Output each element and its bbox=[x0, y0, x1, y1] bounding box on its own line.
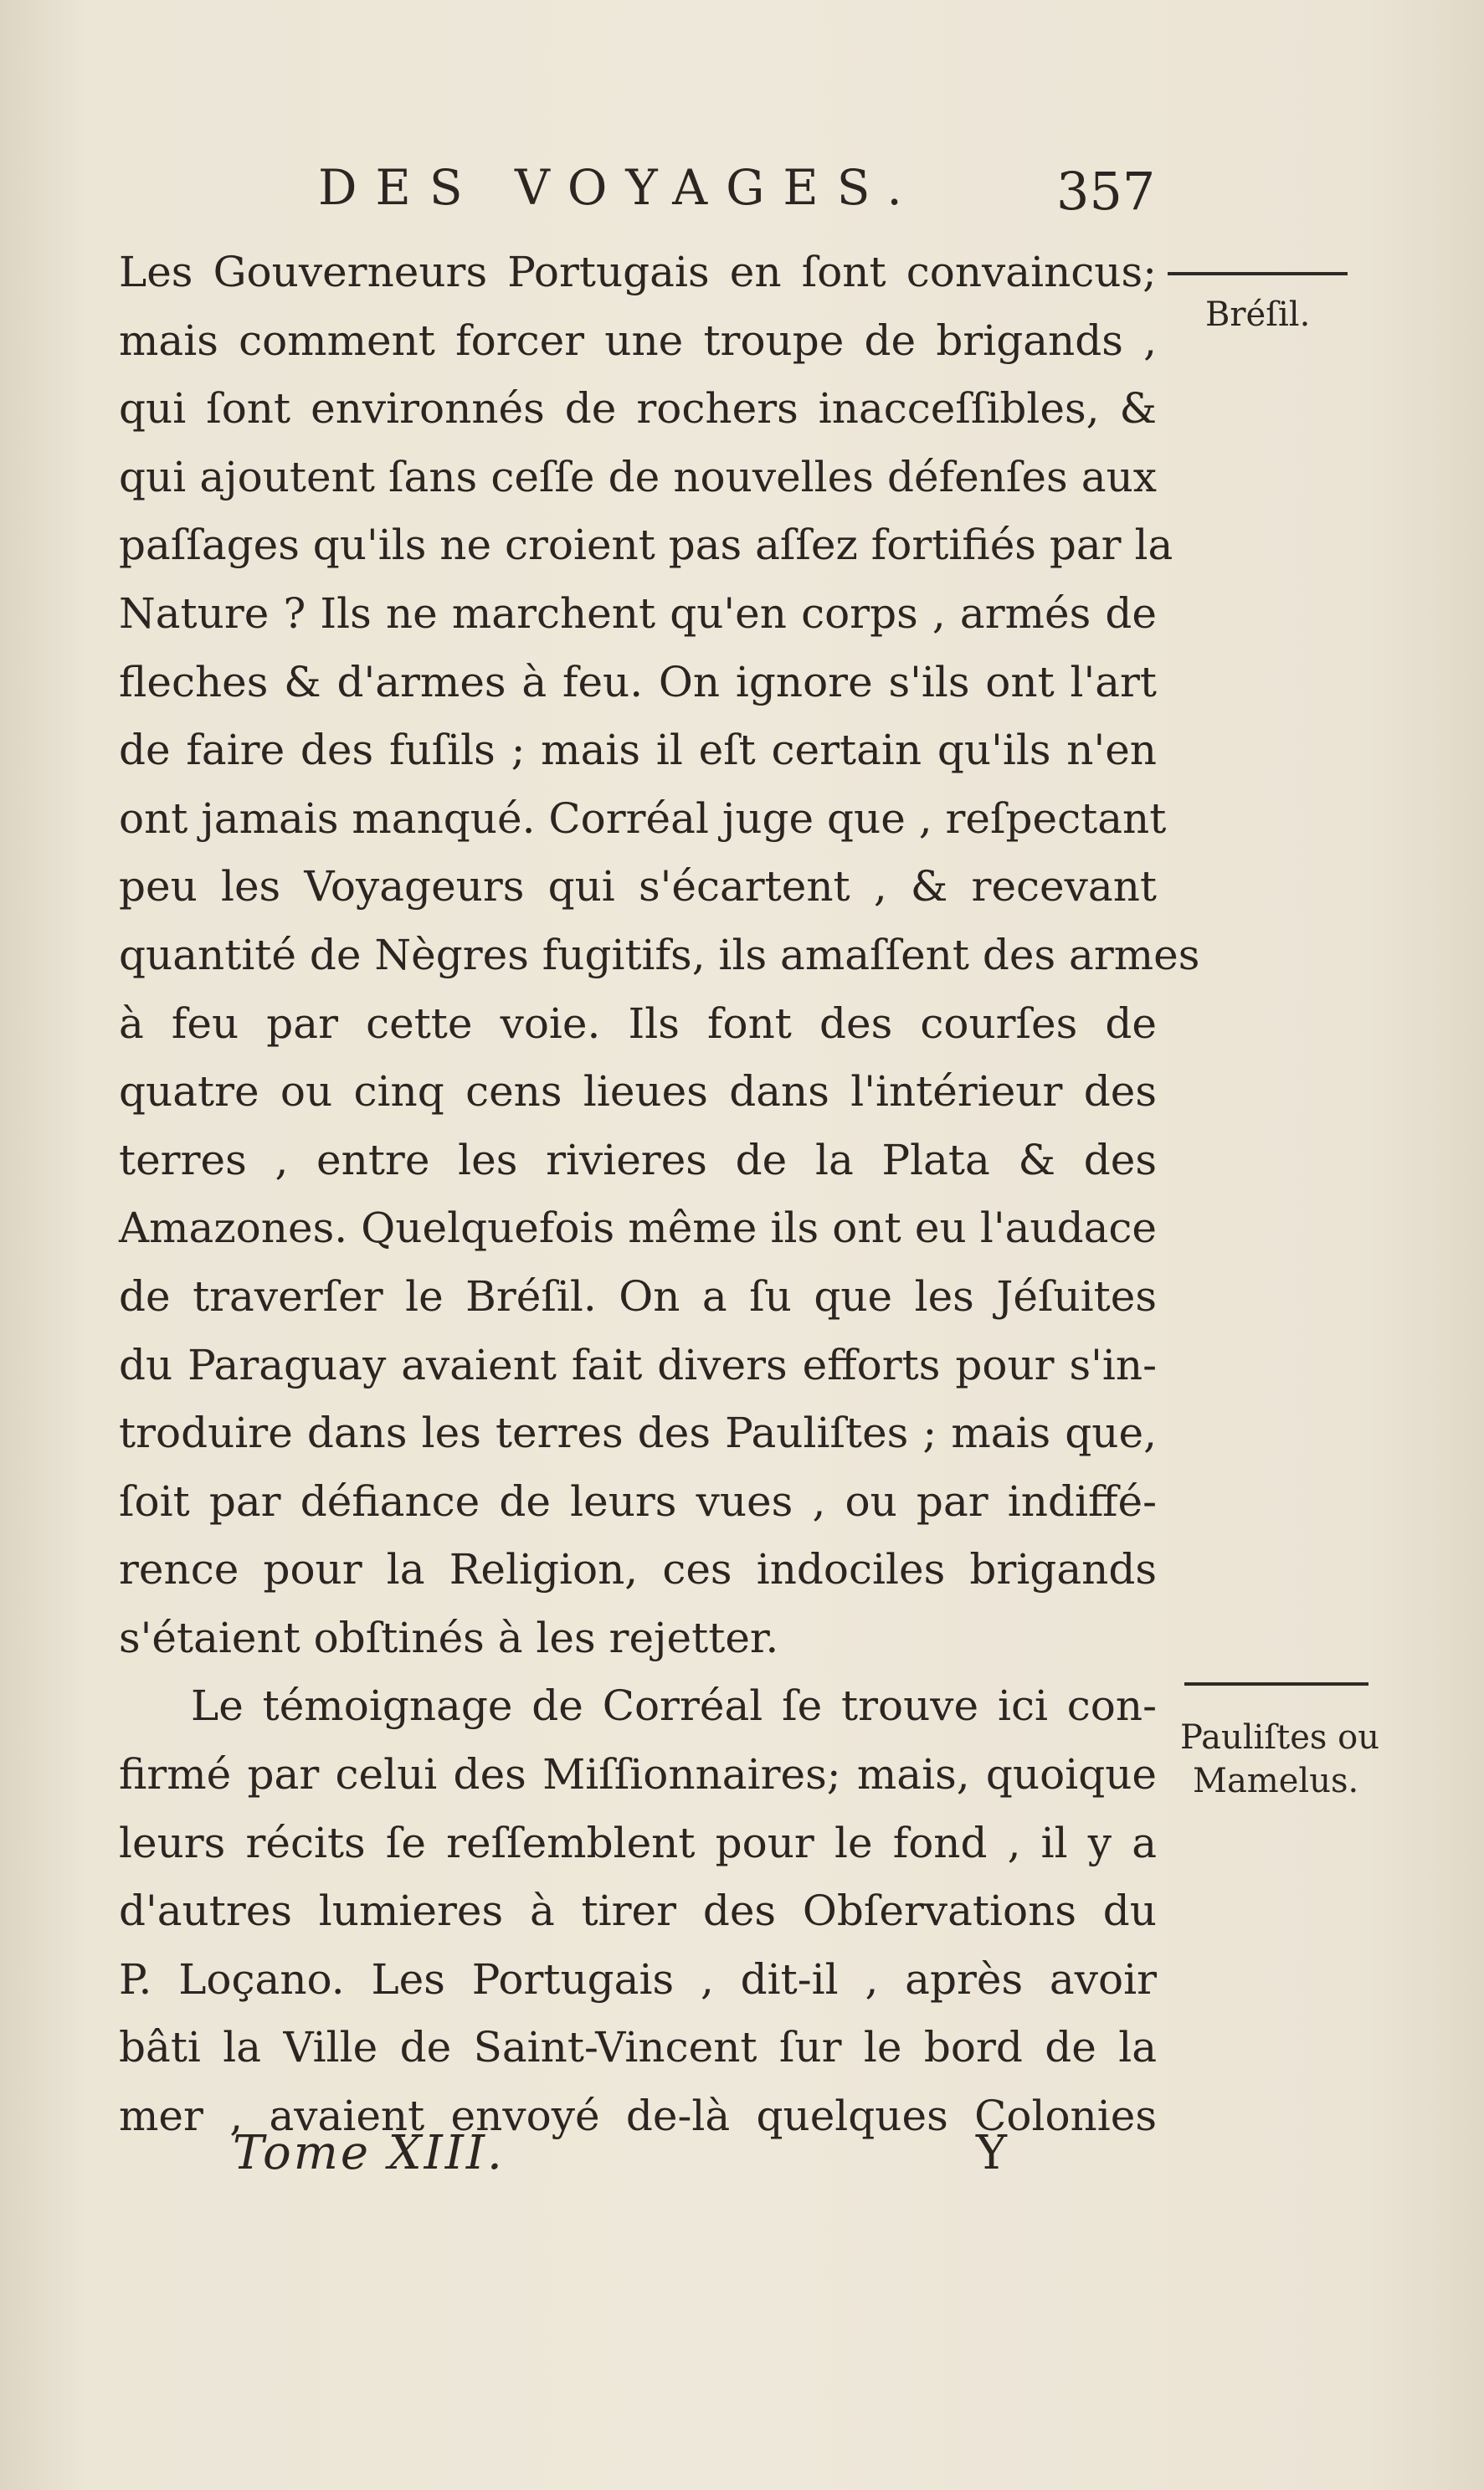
margin-note-line: Bréſil. bbox=[1205, 295, 1311, 334]
page-number: 357 bbox=[1056, 161, 1156, 222]
text-line: firmé par celui des Miſſionnaires; mais, quoique bbox=[119, 1750, 1157, 1799]
running-head: DES VOYAGES. bbox=[318, 159, 921, 216]
margin-rule bbox=[1184, 1682, 1368, 1686]
paragraph-2 bbox=[119, 1672, 1157, 2150]
text-line: Amazones. Quelquefois même ils ont eu l'audace bbox=[119, 1204, 1157, 1253]
text-line: quatre ou cinq cens lieues dans l'intérieur des bbox=[119, 1067, 1157, 1117]
body-text bbox=[119, 239, 1200, 2151]
text-line: P. Loçano. Les Portugais , dit-il , après avoir bbox=[119, 1954, 1157, 2004]
text-line: du Paraguay avaient fait divers efforts pour s'in- bbox=[119, 1340, 1157, 1389]
text-line: leurs récits ſe reſſemblent pour le fond , il y a bbox=[119, 1818, 1157, 1867]
text-line: de traverſer le Bréſil. On a ſu que les Jéſuites bbox=[119, 1271, 1157, 1321]
text-line: qui ajoutent ſans ceſſe de nouvelles défenſes aux bbox=[119, 452, 1157, 501]
margin-note-line: Mamelus. bbox=[1193, 1762, 1359, 1800]
text-line: terres , entre les rivieres de la Plata & des bbox=[119, 1135, 1157, 1184]
text-line: d'autres lumieres à tirer des Obſervations du bbox=[119, 1887, 1157, 1936]
text-line: Nature ? Ils ne marchent qu'en corps , armés de bbox=[119, 588, 1157, 638]
signature-mark: Tome XIII. bbox=[233, 2126, 505, 2180]
margin-note-line: Pauliſtes ou bbox=[1180, 1718, 1379, 1757]
signature-letter: Y bbox=[976, 2126, 1007, 2180]
text-line: qui ſont environnés de rochers inacceſſibles, & bbox=[119, 384, 1157, 434]
text-line: quantité de Nègres fugitifs, ils amaſſent des armes bbox=[119, 930, 1200, 979]
text-line: ont jamais manqué. Corréal juge que , reſpectant bbox=[119, 793, 1167, 843]
paragraph-1 bbox=[119, 239, 1200, 1672]
margin-note bbox=[1180, 1716, 1379, 1803]
text-line: peu les Voyageurs qui s'écartent , & recevant bbox=[119, 862, 1157, 911]
text-line: Le témoignage de Corréal ſe trouve ici con- bbox=[191, 1681, 1157, 1731]
text-line: mais comment forcer une troupe de brigands , bbox=[119, 316, 1157, 365]
text-line: paſſages qu'ils ne croient pas aſſez fortifiés par la bbox=[119, 521, 1173, 570]
text-line: bâti la Ville de Saint-Vincent ſur le bord de la bbox=[119, 2023, 1157, 2072]
text-line: Les Gouverneurs Portugais en ſont convaincus; bbox=[119, 248, 1157, 296]
text-line: troduire dans les terres des Pauliſtes ; mais que, bbox=[119, 1409, 1157, 1458]
margin-note bbox=[1205, 293, 1310, 336]
text-line: à feu par cette voie. Ils font des courſes de bbox=[119, 999, 1157, 1048]
text-line: rence pour la Religion, ces indociles brigands bbox=[119, 1545, 1157, 1594]
text-line: ſoit par défiance de leurs vues , ou par indiffé- bbox=[119, 1476, 1157, 1526]
text-line: s'étaient obſtinés à les rejetter. bbox=[119, 1613, 779, 1662]
margin-rule bbox=[1168, 272, 1348, 275]
text-line: de faire des fuſils ; mais il eſt certain qu'ils n'en bbox=[119, 726, 1157, 775]
text-line: fleches & d'armes à feu. On ignore s'ils ont l'art bbox=[119, 657, 1157, 706]
text-line: mer , avaient envoyé de-là quelques Colonies bbox=[119, 2092, 1157, 2141]
